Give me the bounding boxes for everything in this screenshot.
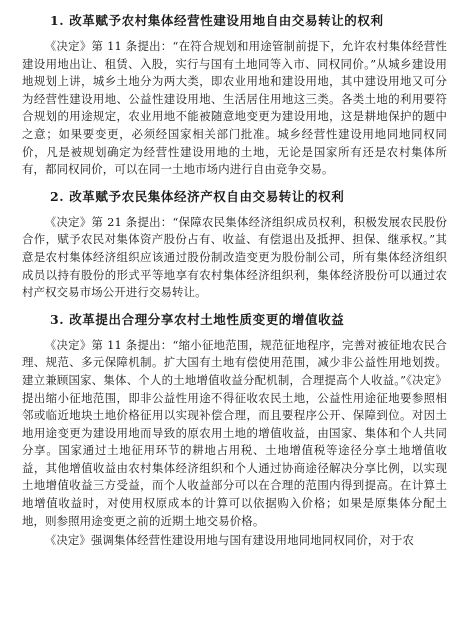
section-3-paragraph-1: 《决定》第 11 条提出：“缩小征地范围，规范征地程序，完善对被征地农民合理、规范、多元保障机制。扩大国有土地有偿使用范围，减少非公益性用地划拨。建立兼顾国家、集体、个人的土地增值收益分配机制，合理提高个人收益。”《决定》提出缩小征地范围，即非公益性用途不得征收农民土地，公益性用途征地要参照相邻或临近地块土地价格征用以实现补偿合理，而且要程序公开、保障到位。对因土地用途变更为建设用地而导致的原农用土地的增值收益，由国家、集体和个人共同分享。国家通过土地征用环节的耕地占用税、土地增值税等途径分享土地增值收益，其他增值收益由农村集体经济组织和个人通过协商途径解决分享比例，以实现土地增值收益三方受益，而个人收益部分可以在合理的范围内得到提高。在计算土地增值收益时，对使用权原成本的计算可以依据购入价格；如果是原集体分配土地，则参照用途变更之前的近期土地交易价格。: [22, 337, 447, 528]
section-heading-3: 3. 改革提出合理分享农村土地性质变更的增值收益: [50, 311, 345, 327]
section-heading-1: 1. 改革赋予农村集体经营性建设用地自由交易转让的权利: [50, 13, 384, 28]
section-2-paragraph: 《决定》第 21 条提出：“保障农民集体经济组织成员权利，积极发展农民股份合作，赋予农民对集体资产股份占有、收益、有偿退出及抵押、担保、继承权。”其意是农村集体经济组织应该通过股份制改造变更为股份制公司，所有集体经济组织成员以持有股份的形式平等地享有农村集体经济组织利，集体经济股份可以通过农村产权交易市场公开进行交易转让。: [22, 214, 447, 300]
section-1-paragraph: 《决定》第 11 条提出：“在符合规划和用途管制前提下，允许农村集体经营性建设用地出让、租赁、入股，实行与国有土地同等入市、同权同价。”从城乡建设用地规划上讲，城乡土地分为两大类，即农业用地和建设用地，其中建设用地又可分为经营性建设用地、公益性建设用地、生活居住用地这三类。各类土地的利用要符合规划的用途规定，农业用地不能被随意地变更为建设用地，这是耕地保护的题中之意；如果要变更，必须经国家相关部门批准。城乡经营性建设用地同地同权同价，凡是被规划确定为经营性建设用地的土地，无论是国家所有还是农村集体所有，都同权同价，可以在同一土地市场内进行自由竞争交易。: [22, 39, 447, 177]
section-3-paragraph-2: 《决定》强调集体经营性建设用地与国有建设用地同地同权同价，对于农: [44, 533, 415, 548]
section-heading-2: 2. 改革赋予农民集体经济产权自由交易转让的权利: [50, 188, 345, 204]
